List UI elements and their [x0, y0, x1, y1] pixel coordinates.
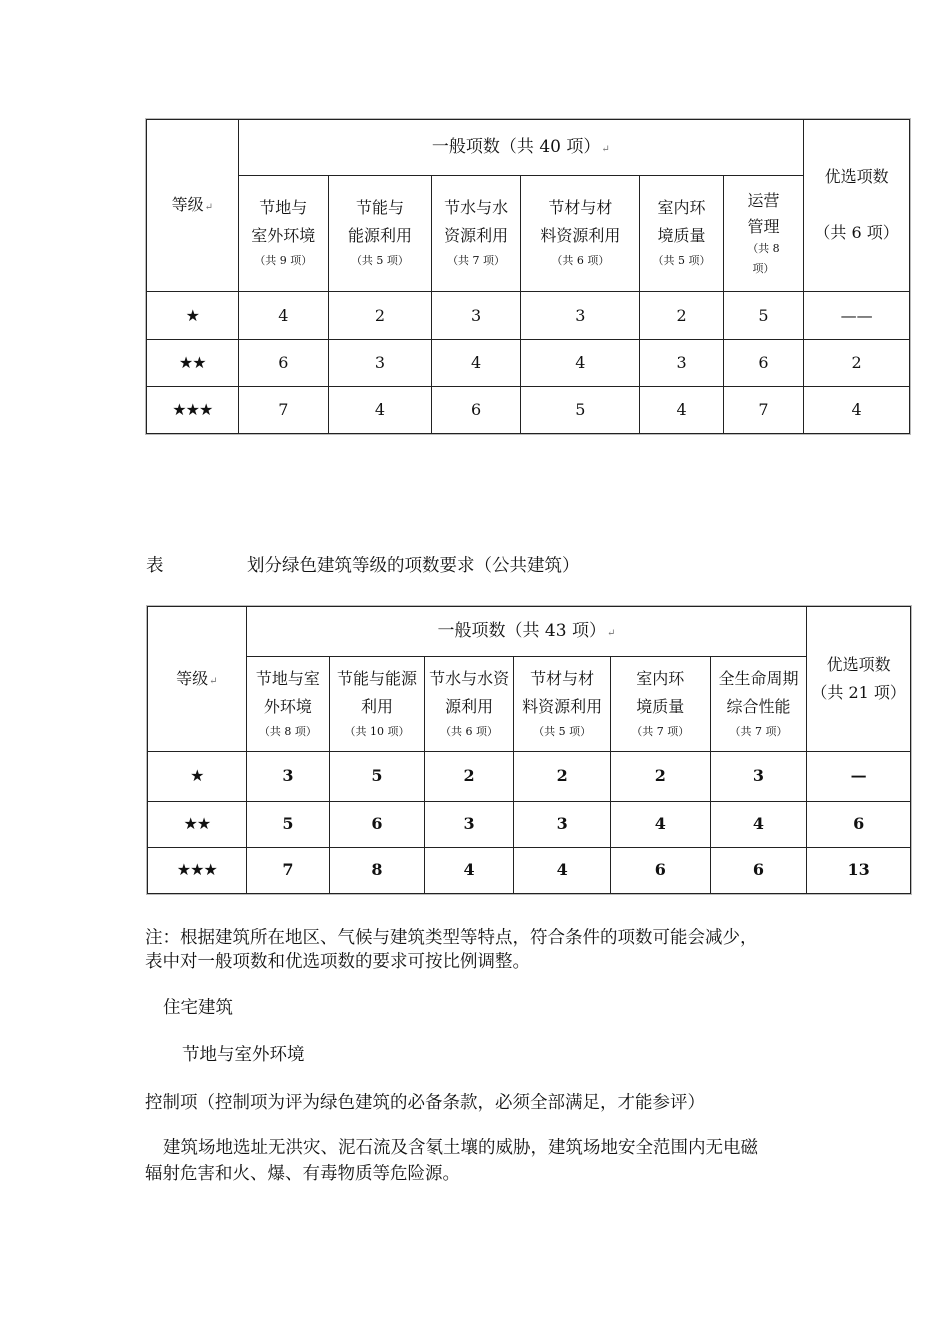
- paragraph-line-1: 建筑场地选址无洪灾、泥石流及含氡土壤的威胁，建筑场地安全范围内无电磁: [163, 1138, 758, 1158]
- value-cell: 6: [723, 340, 803, 387]
- value-cell: 7: [246, 847, 330, 893]
- value-cell: 3: [710, 751, 807, 801]
- column-header: 节材与材 料资源利用 （共 6 项）: [521, 175, 640, 291]
- value-cell: 8: [330, 847, 425, 893]
- table-row: [148, 847, 911, 893]
- value-cell: 3: [514, 801, 611, 847]
- general-items-header: 一般项数（共 43 项）↵: [246, 607, 807, 657]
- column-header: 节能与 能源利用 （共 5 项）: [329, 175, 432, 291]
- value-cell: 2: [329, 291, 432, 340]
- value-cell: ——: [804, 291, 910, 340]
- value-cell: 4: [424, 847, 514, 893]
- grade-cell: ★★: [148, 801, 247, 847]
- value-cell: 3: [424, 801, 514, 847]
- value-cell: 4: [431, 340, 521, 387]
- value-cell: 5: [521, 387, 640, 434]
- value-cell: 5: [723, 291, 803, 340]
- value-cell: 5: [246, 801, 330, 847]
- value-cell: 4: [521, 340, 640, 387]
- column-header: 室内环 境质量 （共 5 项）: [640, 175, 723, 291]
- column-header: 室内环 境质量 （共 7 项）: [610, 657, 710, 751]
- table-residential: [146, 119, 910, 434]
- table-row: [147, 387, 910, 434]
- value-cell: 3: [640, 340, 723, 387]
- table-row: [148, 801, 911, 847]
- value-cell: 7: [723, 387, 803, 434]
- grade-cell: ★★: [147, 340, 239, 387]
- table-public: [147, 606, 911, 894]
- value-cell: 6: [238, 340, 329, 387]
- column-header-operations: 运营 管理 （共 8 项）: [723, 175, 803, 291]
- table-row: [147, 340, 910, 387]
- value-cell: 3: [246, 751, 330, 801]
- value-cell: 6: [431, 387, 521, 434]
- column-header: 全生命周期 综合性能 （共 7 项）: [710, 657, 807, 751]
- value-cell: 4: [610, 801, 710, 847]
- table-row: [148, 751, 911, 801]
- column-header: 节地与 室外环境 （共 9 项）: [238, 175, 329, 291]
- column-header: 节材与材 料资源利用 （共 5 项）: [514, 657, 611, 751]
- grade-cell: ★★★: [147, 387, 239, 434]
- section-heading-residential: 住宅建筑: [163, 998, 233, 1018]
- value-cell: 2: [640, 291, 723, 340]
- value-cell: 2: [514, 751, 611, 801]
- value-cell: 2: [610, 751, 710, 801]
- note-line-1: 注：根据建筑所在地区、气候与建筑类型等特点，符合条件的项数可能会减少，: [145, 928, 758, 948]
- value-cell: 6: [330, 801, 425, 847]
- column-header: 节水与水资 源利用 （共 6 项）: [424, 657, 514, 751]
- value-cell: 6: [710, 847, 807, 893]
- value-cell: 4: [804, 387, 910, 434]
- control-items-heading: 控制项（控制项为评为绿色建筑的必备条款，必须全部满足，才能参评）: [145, 1093, 705, 1113]
- table-public-wrap: [146, 605, 912, 895]
- value-cell: 2: [804, 340, 910, 387]
- value-cell: 4: [329, 387, 432, 434]
- value-cell: 2: [424, 751, 514, 801]
- value-cell: 4: [710, 801, 807, 847]
- general-items-header: 一般项数（共 40 项）↵: [238, 120, 804, 176]
- value-cell: 6: [610, 847, 710, 893]
- preferred-items-header: 优选项数 （共 6 项）: [804, 120, 910, 292]
- table-residential-wrap: [145, 118, 911, 435]
- table-caption-label: 表: [146, 556, 164, 576]
- value-cell: 4: [640, 387, 723, 434]
- column-header: 节水与水 资源利用 （共 7 项）: [431, 175, 521, 291]
- value-cell: 4: [238, 291, 329, 340]
- grade-cell: ★: [147, 291, 239, 340]
- table-caption-title: 划分绿色建筑等级的项数要求（公共建筑）: [247, 556, 580, 576]
- value-cell: 6: [807, 801, 911, 847]
- value-cell: 3: [431, 291, 521, 340]
- value-cell: 4: [514, 847, 611, 893]
- grade-cell: ★: [148, 751, 247, 801]
- value-cell: —: [807, 751, 911, 801]
- subsection-heading: 节地与室外环境: [182, 1045, 305, 1065]
- grade-cell: ★★★: [148, 847, 247, 893]
- column-header: 节地与室 外环境 （共 8 项）: [246, 657, 330, 751]
- value-cell: 5: [330, 751, 425, 801]
- value-cell: 3: [329, 340, 432, 387]
- value-cell: 3: [521, 291, 640, 340]
- column-header: 节能与能源 利用 （共 10 项）: [330, 657, 425, 751]
- table-row: [147, 291, 910, 340]
- preferred-items-header: 优选项数 （共 21 项）: [807, 607, 911, 752]
- value-cell: 13: [807, 847, 911, 893]
- grade-header: 等级↵: [148, 607, 247, 752]
- paragraph-line-2: 辐射危害和火、爆、有毒物质等危险源。: [145, 1164, 460, 1184]
- grade-header: 等级↵: [147, 120, 239, 292]
- note-line-2: 表中对一般项数和优选项数的要求可按比例调整。: [145, 952, 530, 972]
- value-cell: 7: [238, 387, 329, 434]
